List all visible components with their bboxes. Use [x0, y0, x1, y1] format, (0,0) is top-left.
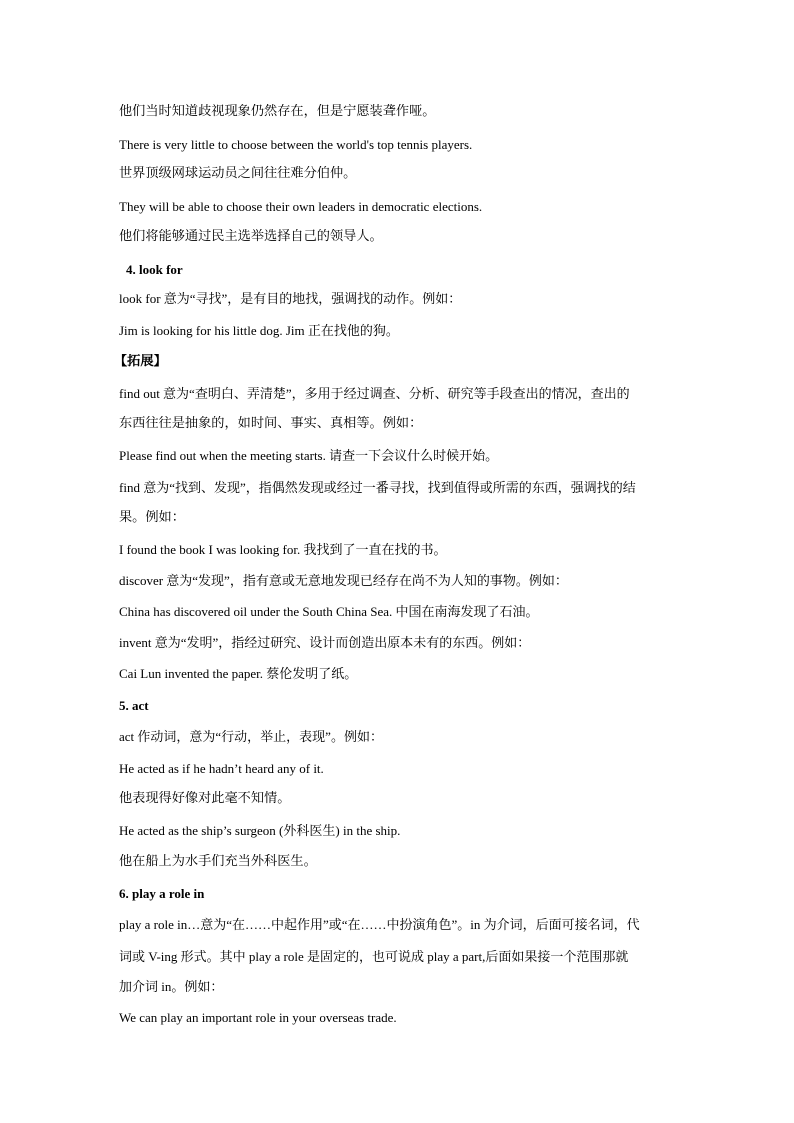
text-line: find out 意为“查明白、弄清楚”，多用于经过调查、分析、研究等手段查出的情况，查出的 [119, 386, 630, 401]
section-heading: 4. look for [126, 262, 183, 277]
text-line: invent 意为“发明”，指经过研究、设计而创造出原本未有的东西。例如： [119, 635, 531, 650]
text-line: 他表现得好像对此毫不知情。 [119, 791, 291, 806]
text-line: 果。例如： [119, 510, 185, 525]
text-line: Cai Lun invented the paper. 蔡伦发明了纸。 [119, 666, 358, 681]
text-line: discover 意为“发现”，指有意或无意地发现已经存在尚不为人知的事物。例如： [119, 573, 568, 588]
text-line: 他们将能够通过民主选举选择自己的领导人。 [119, 229, 383, 244]
text-line: 他们当时知道歧视现象仍然存在，但是宁愿装聋作哑。 [119, 104, 436, 119]
text-line: act 作动词，意为“行动，举止，表现”。例如： [119, 729, 383, 744]
text-line: They will be able to choose their own leaders in democratic elections. [119, 199, 483, 214]
text-line: I found the book I was looking for. 我找到了一直在找的书。 [119, 542, 447, 557]
text-line: 东西往往是抽象的，如时间、事实、真相等。例如： [119, 416, 423, 431]
text-line: China has discovered oil under the South China Sea. 中国在南海发现了石油。 [119, 604, 539, 619]
text-line: 加介词 in。例如： [119, 979, 224, 994]
text-line: play a role in…意为“在……中起作用”或“在……中扮演角色”。in 为介词，后面可接名词，代 [119, 917, 640, 932]
text-line: He acted as if he hadn’t heard any of it. [119, 761, 324, 776]
text-line: 他在船上为水手们充当外科医生。 [119, 854, 317, 869]
text-line: He acted as the ship’s surgeon (外科医生) in the ship. [119, 823, 401, 838]
section-heading: 5. act [119, 698, 149, 713]
text-line: 世界顶级网球运动员之间往往难分伯仲。 [119, 166, 357, 181]
extension-heading: 【拓展】 [114, 354, 167, 369]
section-heading: 6. play a role in [119, 886, 205, 901]
text-line: find 意为“找到、发现”，指偶然发现或经过一番寻找，找到值得或所需的东西，强调找的结 [119, 480, 636, 495]
text-line: 词或 V-ing 形式。其中 play a role 是固定的，也可说成 play a part,后面如果接一个范围那就 [119, 949, 629, 964]
text-line: look for 意为“寻找”，是有目的地找，强调找的动作。例如： [119, 291, 462, 306]
text-line: Please find out when the meeting starts. 请查一下会议什么时候开始。 [119, 448, 499, 463]
text-line: Jim is looking for his little dog. Jim 正在找他的狗。 [119, 323, 399, 338]
text-line: There is very little to choose between the world's top tennis players. [119, 137, 473, 152]
text-line: We can play an important role in your overseas trade. [119, 1010, 397, 1025]
